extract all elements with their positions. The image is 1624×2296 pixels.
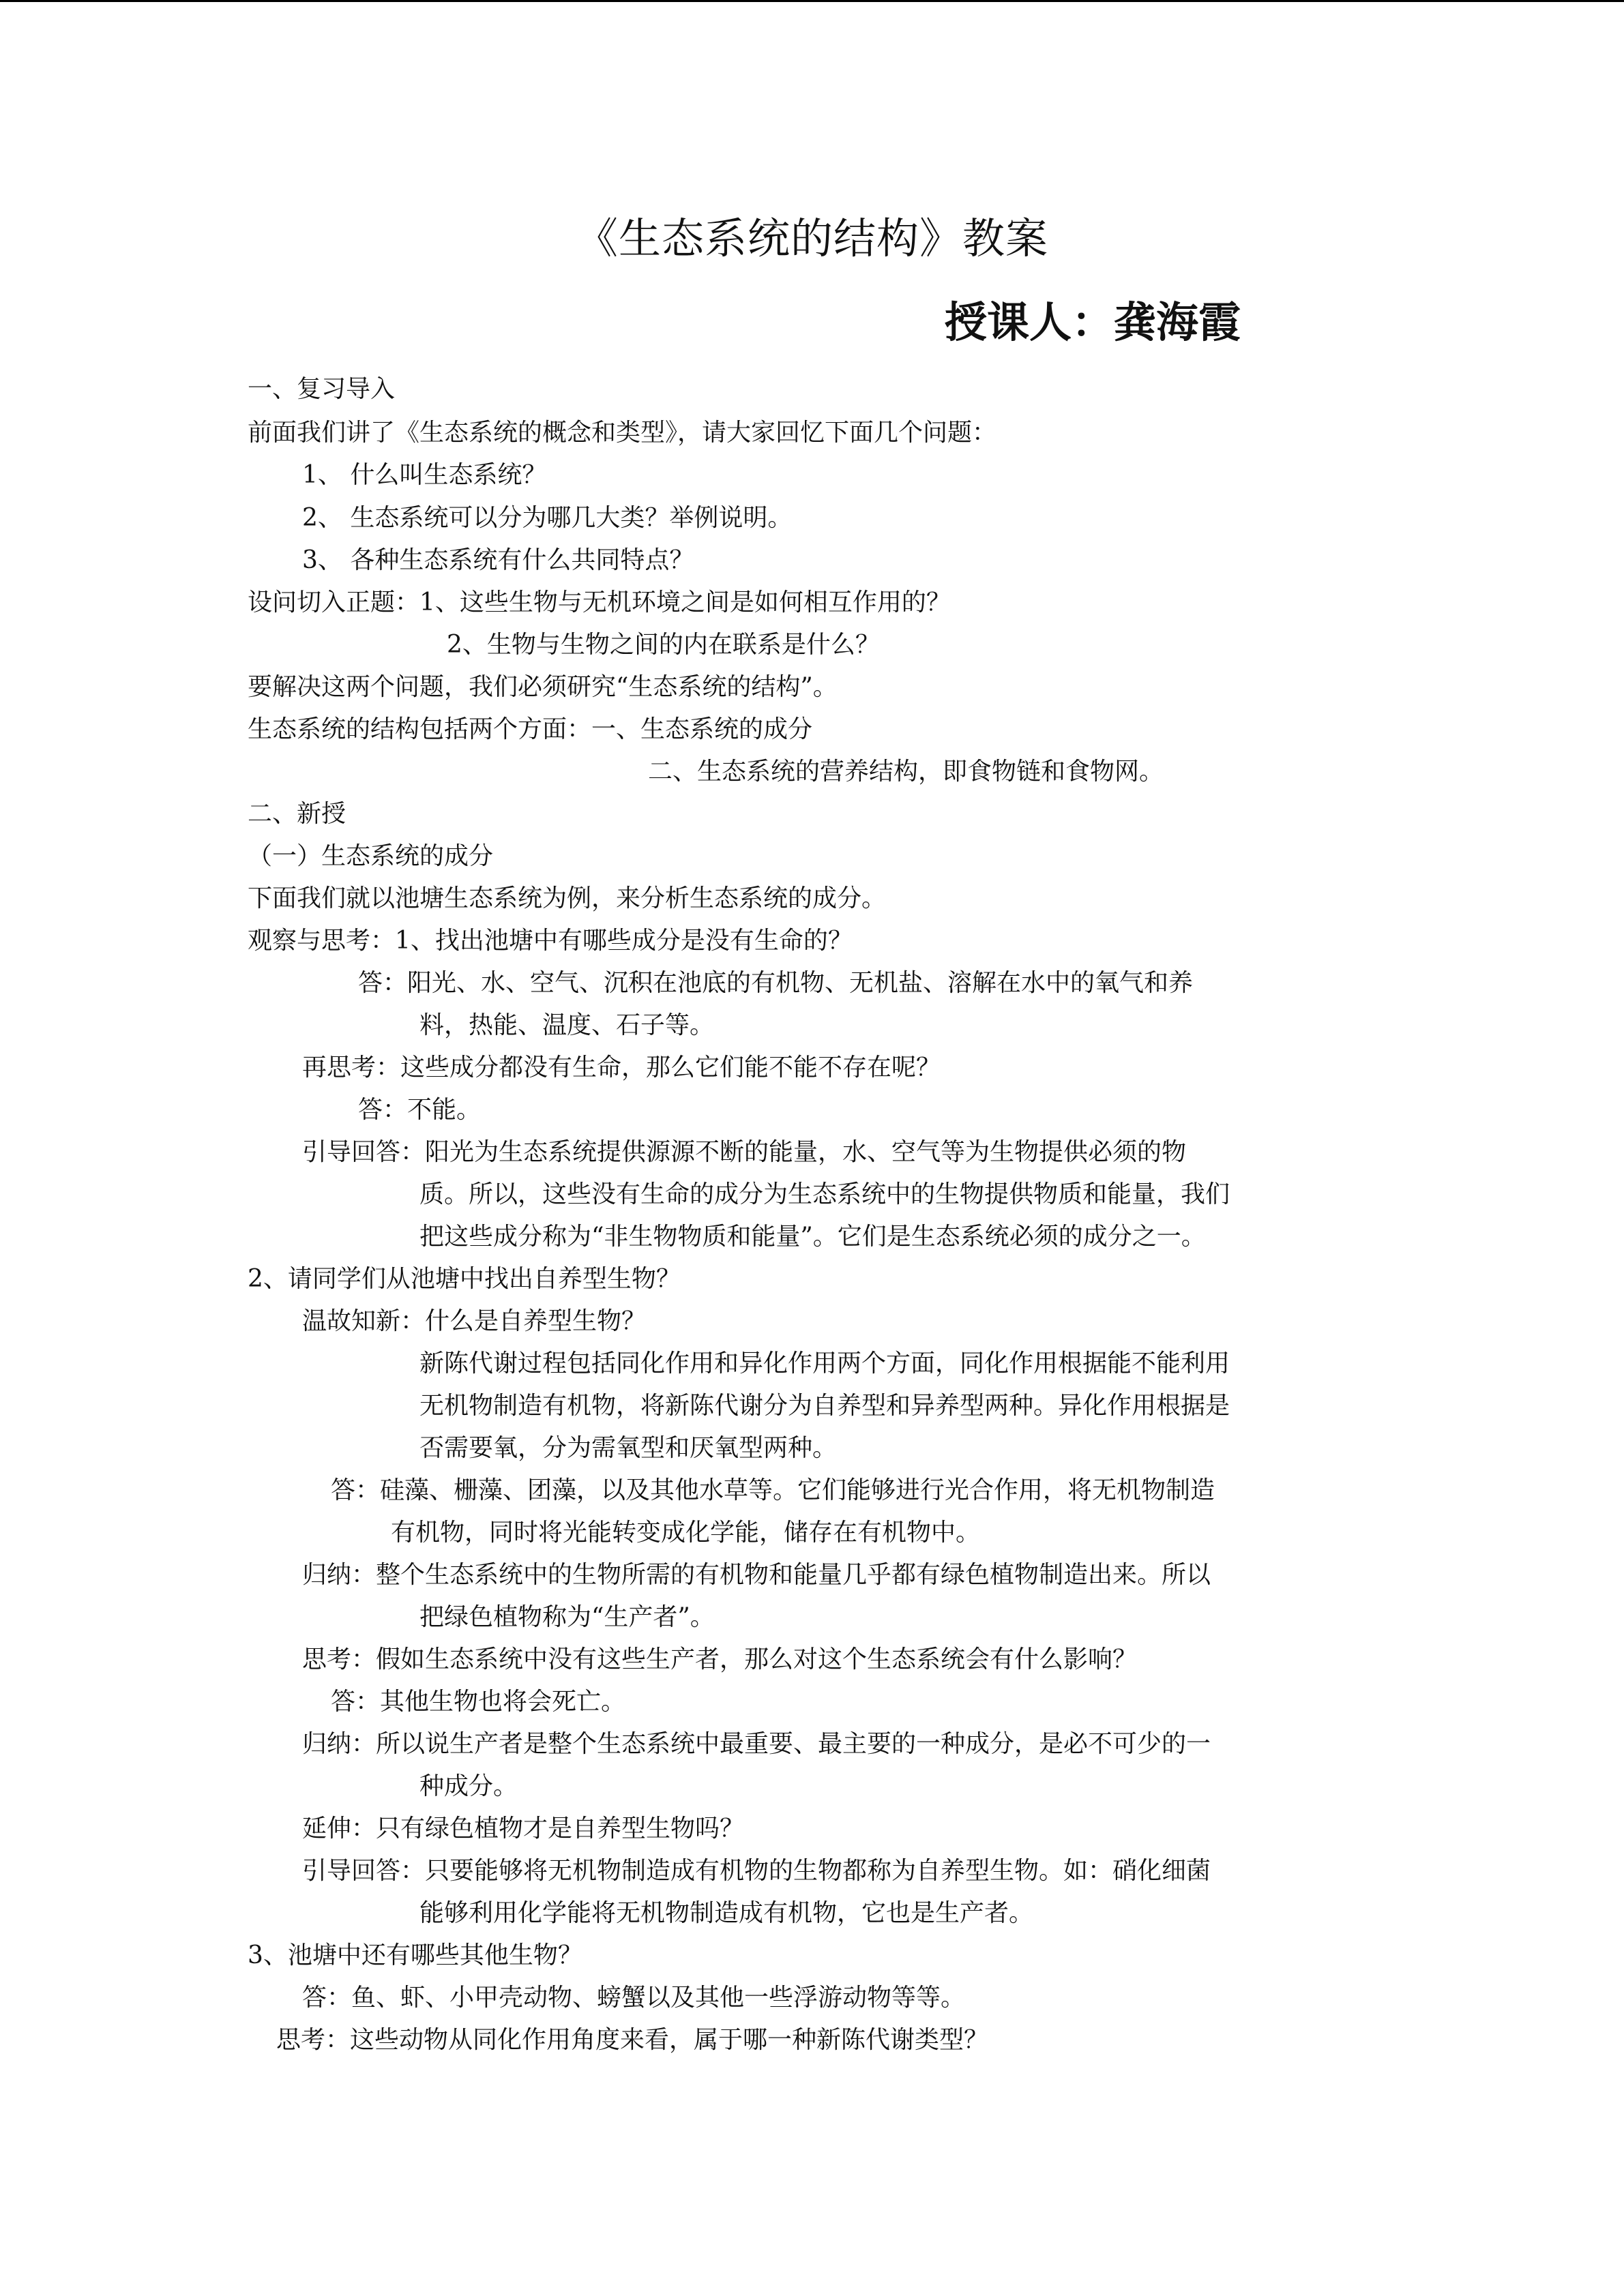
paragraph-line: 温故知新：什么是自养型生物？ <box>302 1307 647 1335</box>
paragraph-line: 能够利用化学能将无机物制造成有机物，它也是生产者。 <box>419 1899 1034 1927</box>
paragraph-line: 思考：这些动物从同化作用角度来看，属于哪一种新陈代谢类型？ <box>276 2026 989 2054</box>
paragraph-line: 答：鱼、虾、小甲壳动物、螃蟹以及其他一些浮游动物等等。 <box>302 1984 966 2012</box>
paragraph-line: 观察与思考：1、找出池塘中有哪些成分是没有生命的？ <box>248 927 853 955</box>
section-heading: 二、新授 <box>248 800 346 828</box>
paragraph-line: 引导回答：只要能够将无机物制造成有机物的生物都称为自养型生物。如：硝化细菌 <box>302 1857 1211 1885</box>
paragraph-line: 要解决这两个问题，我们必须研究“生态系统的结构”。 <box>248 673 838 701</box>
paragraph-line: 无机物制造有机物，将新陈代谢分为自养型和异养型两种。异化作用根据是 <box>419 1392 1230 1420</box>
paragraph-line: 引导回答：阳光为生态系统提供源源不断的能量，水、空气等为生物提供必须的物 <box>302 1138 1187 1166</box>
list-item: 3、 各种生态系统有什么共同特点？ <box>302 546 694 574</box>
subsection-heading: （一）生态系统的成分 <box>248 842 494 870</box>
section-heading: 一、复习导入 <box>248 375 396 403</box>
page-top-border <box>0 0 1624 2</box>
paragraph-line: 种成分。 <box>419 1772 518 1800</box>
paragraph-line: 有机物，同时将光能转变成化学能，储存在有机物中。 <box>391 1519 981 1547</box>
paragraph-line: 2、生物与生物之间的内在联系是什么？ <box>447 631 880 659</box>
paragraph-line: 前面我们讲了《生态系统的概念和类型》，请大家回忆下面几个问题： <box>248 419 997 447</box>
paragraph-line: 料，热能、温度、石子等。 <box>419 1011 715 1039</box>
paragraph-line: 思考：假如生态系统中没有这些生产者，那么对这个生态系统会有什么影响？ <box>302 1645 1138 1673</box>
document-title: 《生态系统的结构》教案 <box>575 213 1048 263</box>
paragraph-line: 把这些成分称为“非生物物质和能量”。它们是生态系统必须的成分之一。 <box>419 1223 1206 1251</box>
list-item: 2、 生态系统可以分为哪几大类？举例说明。 <box>302 504 793 532</box>
paragraph-line: 答：其他生物也将会死亡。 <box>331 1688 626 1716</box>
paragraph-line: 答：不能。 <box>358 1096 482 1124</box>
paragraph-line: 归纳：整个生态系统中的生物所需的有机物和能量几乎都有绿色植物制造出来。所以 <box>302 1561 1211 1589</box>
paragraph-line: 新陈代谢过程包括同化作用和异化作用两个方面，同化作用根据能不能利用 <box>419 1350 1230 1377</box>
paragraph-line: 2、请同学们从池塘中找出自养型生物？ <box>248 1265 681 1293</box>
paragraph-line: 生态系统的结构包括两个方面：一、生态系统的成分 <box>248 715 813 743</box>
paragraph-line: 下面我们就以池塘生态系统为例，来分析生态系统的成分。 <box>248 884 887 912</box>
paragraph-line: 延伸：只有绿色植物才是自养型生物吗？ <box>302 1815 745 1843</box>
teacher-name: 授课人：龚海霞 <box>945 297 1241 347</box>
paragraph-line: 答：阳光、水、空气、沉积在池底的有机物、无机盐、溶解在水中的氧气和养 <box>358 969 1194 997</box>
paragraph-line: 质。所以，这些没有生命的成分为生态系统中的生物提供物质和能量，我们 <box>419 1180 1230 1208</box>
paragraph-line: 二、生态系统的营养结构，即食物链和食物网。 <box>648 758 1164 786</box>
paragraph-line: 再思考：这些成分都没有生命，那么它们能不能不存在呢？ <box>302 1054 941 1082</box>
paragraph-line: 把绿色植物称为“生产者”。 <box>419 1603 715 1631</box>
paragraph-line: 归纳：所以说生产者是整个生态系统中最重要、最主要的一种成分，是必不可少的一 <box>302 1730 1211 1758</box>
paragraph-line: 否需要氧，分为需氧型和厌氧型两种。 <box>419 1434 838 1462</box>
list-item: 1、 什么叫生态系统？ <box>302 461 547 489</box>
paragraph-line: 3、池塘中还有哪些其他生物？ <box>248 1941 582 1969</box>
paragraph-line: 答：硅藻、栅藻、团藻，以及其他水草等。它们能够进行光合作用，将无机物制造 <box>331 1476 1215 1504</box>
paragraph-line: 设问切入正题：1、这些生物与无机环境之间是如何相互作用的？ <box>248 588 951 616</box>
